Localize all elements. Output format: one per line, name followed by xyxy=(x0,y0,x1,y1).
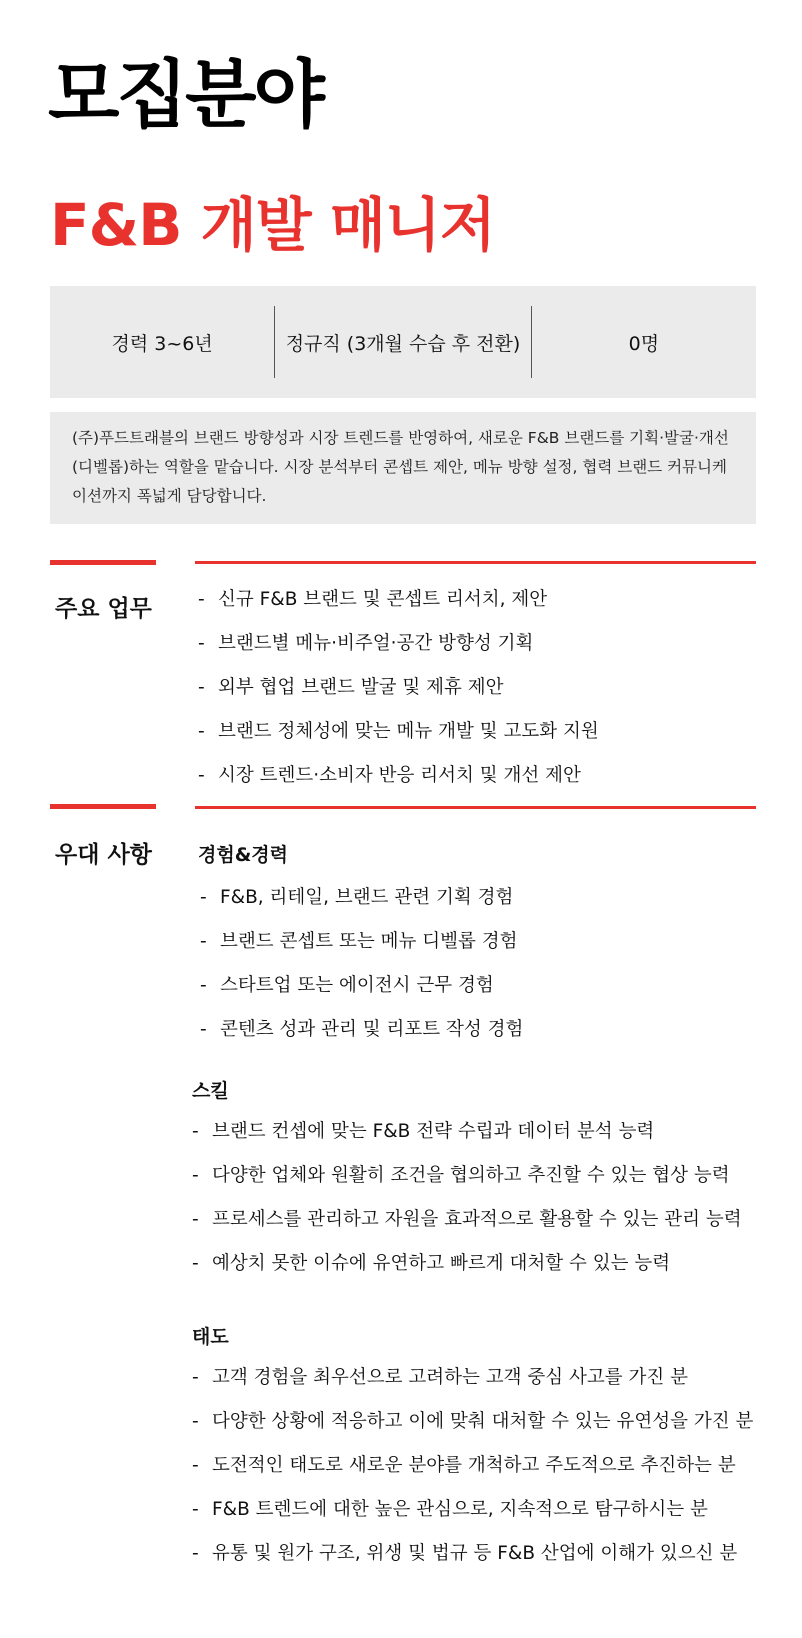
list-item: - 스타트업 또는 에이전시 근무 경험 xyxy=(200,975,494,996)
role-description: (주)푸드트래블의 브랜드 방향성과 시장 트렌드를 반영하여, 새로운 F&B 브랜드를 기획·발굴·개선(디벨롭)하는 역할을 맡습니다. 시장 분석부터 콘셉트 제안, 메뉴 방향 설정, 협력 브랜드 커뮤니케이션까지 폭넓게 담당합니다. xyxy=(50,412,756,524)
experience-requirement: 경력 3~6년 xyxy=(111,332,213,355)
section-accent-bar xyxy=(50,804,156,809)
list-item: - 콘텐츠 성과 관리 및 리포트 작성 경험 xyxy=(200,1019,524,1040)
section-accent-bar xyxy=(50,560,156,565)
list-item: - F&B, 리테일, 브랜드 관련 기획 경험 xyxy=(200,887,514,908)
headcount: 0명 xyxy=(628,332,660,355)
list-item: - 브랜드 콘셉트 또는 메뉴 디벨롭 경험 xyxy=(200,931,518,952)
attitude-list xyxy=(192,1356,753,1576)
experience-heading: 경험&경력 xyxy=(198,844,288,866)
skills-heading: 스킬 xyxy=(192,1080,229,1102)
list-item: - 브랜드 컨셉에 맞는 F&B 전략 수립과 데이터 분석 능력 xyxy=(192,1121,655,1142)
attitude-heading: 태도 xyxy=(192,1326,229,1348)
skills-list xyxy=(192,1110,742,1286)
section-divider xyxy=(195,561,756,564)
job-summary-box xyxy=(50,286,756,398)
list-item: - F&B 트렌드에 대한 높은 관심으로, 지속적으로 탐구하시는 분 xyxy=(192,1499,708,1520)
list-item: - 고객 경험을 최우선으로 고려하는 고객 중심 사고를 가진 분 xyxy=(192,1367,688,1388)
list-item: - 유통 및 원가 구조, 위생 및 법규 등 F&B 산업에 이해가 있으신 분 xyxy=(192,1543,738,1564)
list-item: - 시장 트렌드·소비자 반응 리서치 및 개선 제안 xyxy=(198,765,581,786)
page-title: 모집분야 xyxy=(48,52,322,138)
section-divider xyxy=(195,806,756,809)
employment-type: 정규직 (3개월 수습 후 전환) xyxy=(285,332,521,355)
duties-list xyxy=(198,578,599,798)
experience-list xyxy=(200,876,523,1052)
list-item: - 외부 협업 브랜드 발굴 및 제휴 제안 xyxy=(198,677,504,698)
list-item: - 도전적인 태도로 새로운 분야를 개척하고 주도적으로 추진하는 분 xyxy=(192,1455,736,1476)
list-item: - 브랜드별 메뉴·비주얼·공간 방향성 기획 xyxy=(198,633,534,654)
list-item: - 신규 F&B 브랜드 및 콘셉트 리서치, 제안 xyxy=(198,589,548,610)
list-item: - 예상치 못한 이슈에 유연하고 빠르게 대처할 수 있는 능력 xyxy=(192,1253,671,1274)
list-item: - 프로세스를 관리하고 자원을 효과적으로 활용할 수 있는 관리 능력 xyxy=(192,1209,742,1230)
list-item: - 다양한 상황에 적응하고 이에 맞춰 대처할 수 있는 유연성을 가진 분 xyxy=(192,1411,754,1432)
list-item: - 브랜드 정체성에 맞는 메뉴 개발 및 고도화 지원 xyxy=(198,721,599,742)
job-title: F&B 개발 매니저 xyxy=(50,191,495,259)
duties-label: 주요 업무 xyxy=(55,596,152,622)
preferred-label: 우대 사항 xyxy=(55,842,152,868)
list-item: - 다양한 업체와 원활히 조건을 협의하고 추진할 수 있는 협상 능력 xyxy=(192,1165,730,1186)
